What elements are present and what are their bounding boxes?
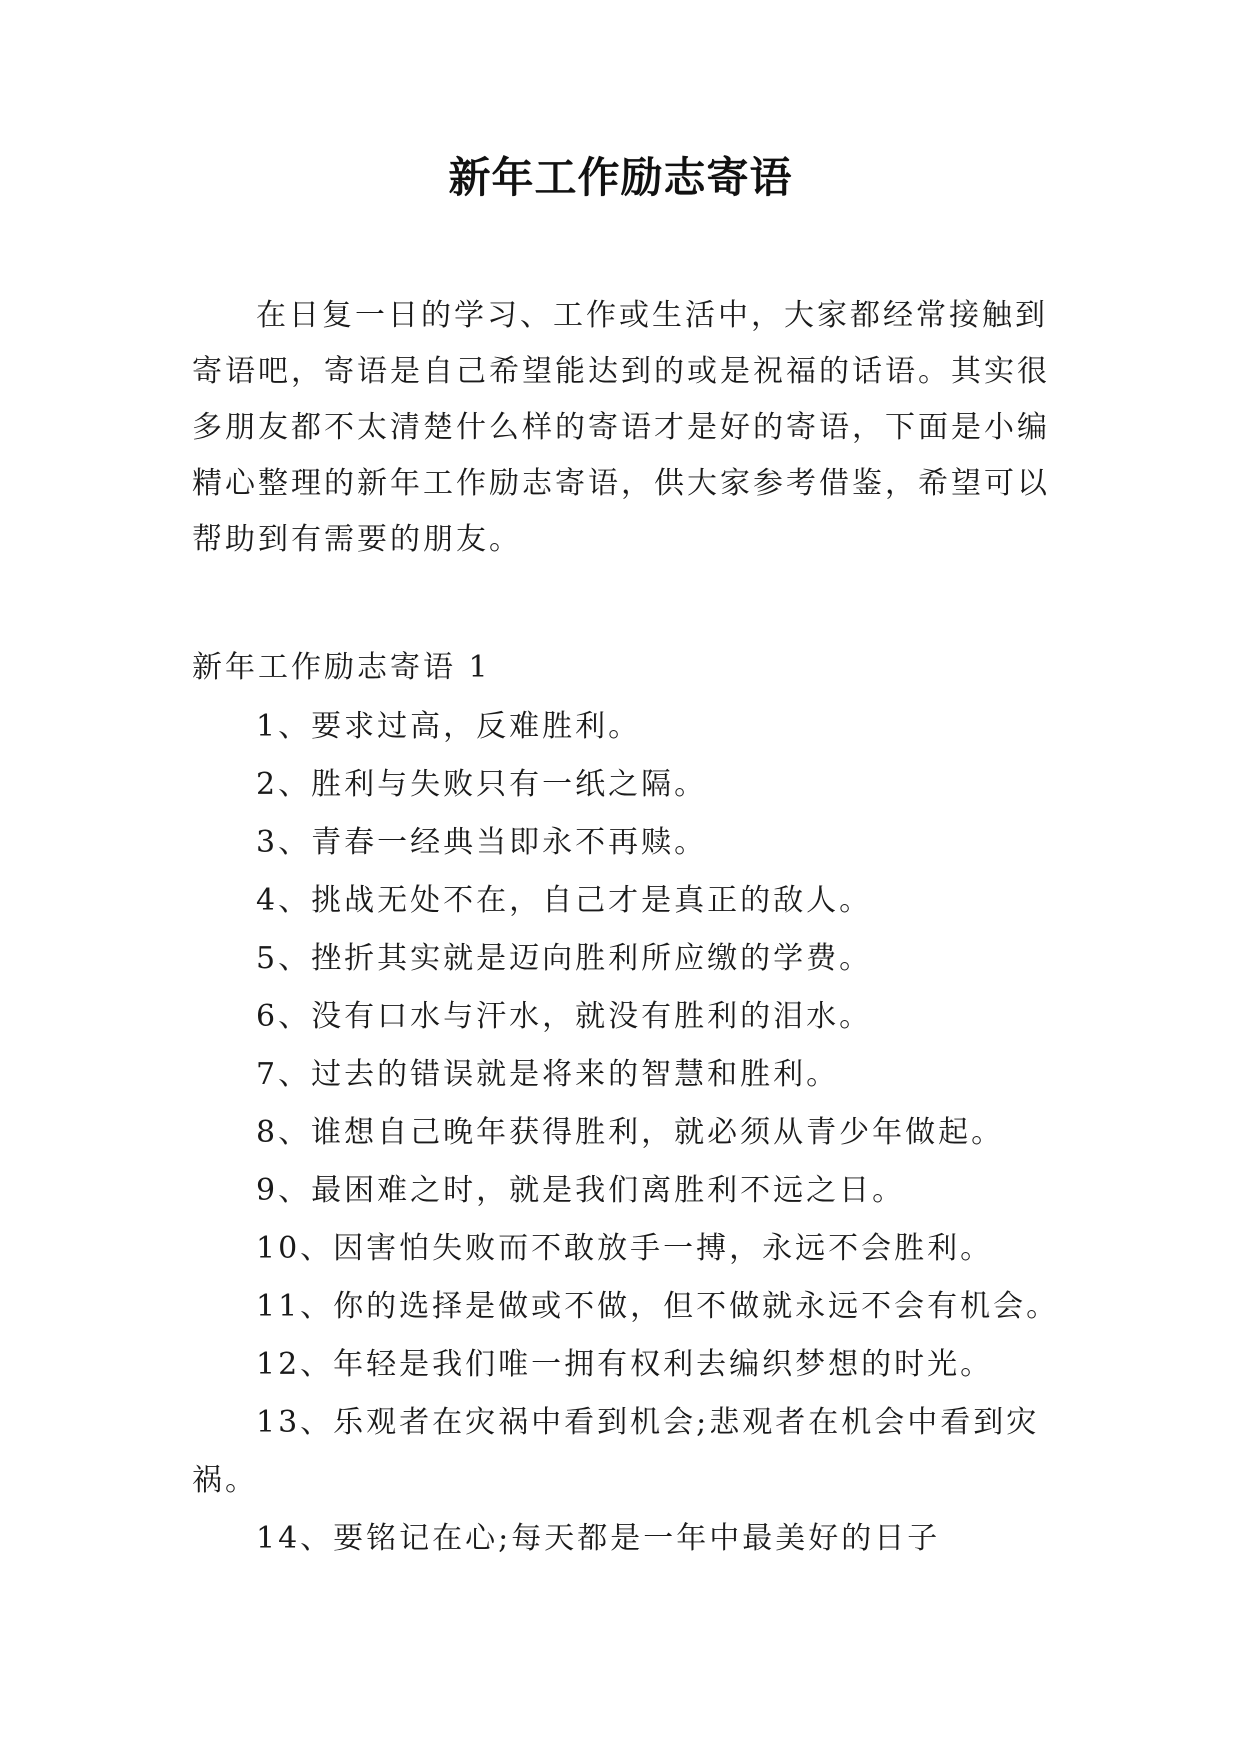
intro-paragraph: 在日复一日的学习、工作或生活中，大家都经常接触到寄语吧，寄语是自己希望能达到的或是祝福的话语。其实很多朋友都不太清楚什么样的寄语才是好的寄语，下面是小编精心整理的新年工作励志寄语，供大家参考借鉴，希望可以帮助到有需要的朋友。 [192,298,1050,557]
list-item: 5、挫折其实就是迈向胜利所应缴的学费。 [256,941,873,976]
list-item: 13、乐观者在灾祸中看到机会;悲观者在机会中看到灾祸。 [192,1405,1040,1498]
list-item: 6、没有口水与汗水，就没有胜利的泪水。 [256,999,873,1034]
list-item: 4、挑战无处不在，自己才是真正的敌人。 [256,883,873,918]
list-item: 14、要铭记在心;每天都是一年中最美好的日子 [256,1521,941,1556]
list-item: 7、过去的错误就是将来的智慧和胜利。 [256,1057,840,1092]
list-item: 3、青春一经典当即永不再赎。 [256,825,708,860]
list-item: 10、因害怕失败而不敢放手一搏，永远不会胜利。 [256,1231,994,1266]
section-heading: 新年工作励志寄语 1 [192,650,491,685]
list-item: 2、胜利与失败只有一纸之隔。 [256,767,708,802]
list-item: 11、你的选择是做或不做，但不做就永远不会有机会。 [256,1289,1060,1324]
list-item: 9、最困难之时，就是我们离胜利不远之日。 [256,1173,906,1208]
list-item: 12、年轻是我们唯一拥有权利去编织梦想的时光。 [256,1347,994,1382]
document-title: 新年工作励志寄语 [448,153,793,202]
list-item: 1、要求过高，反难胜利。 [256,709,642,744]
list-item: 8、谁想自己晚年获得胜利，就必须从青少年做起。 [256,1115,1005,1150]
quote-list [192,698,1092,1568]
